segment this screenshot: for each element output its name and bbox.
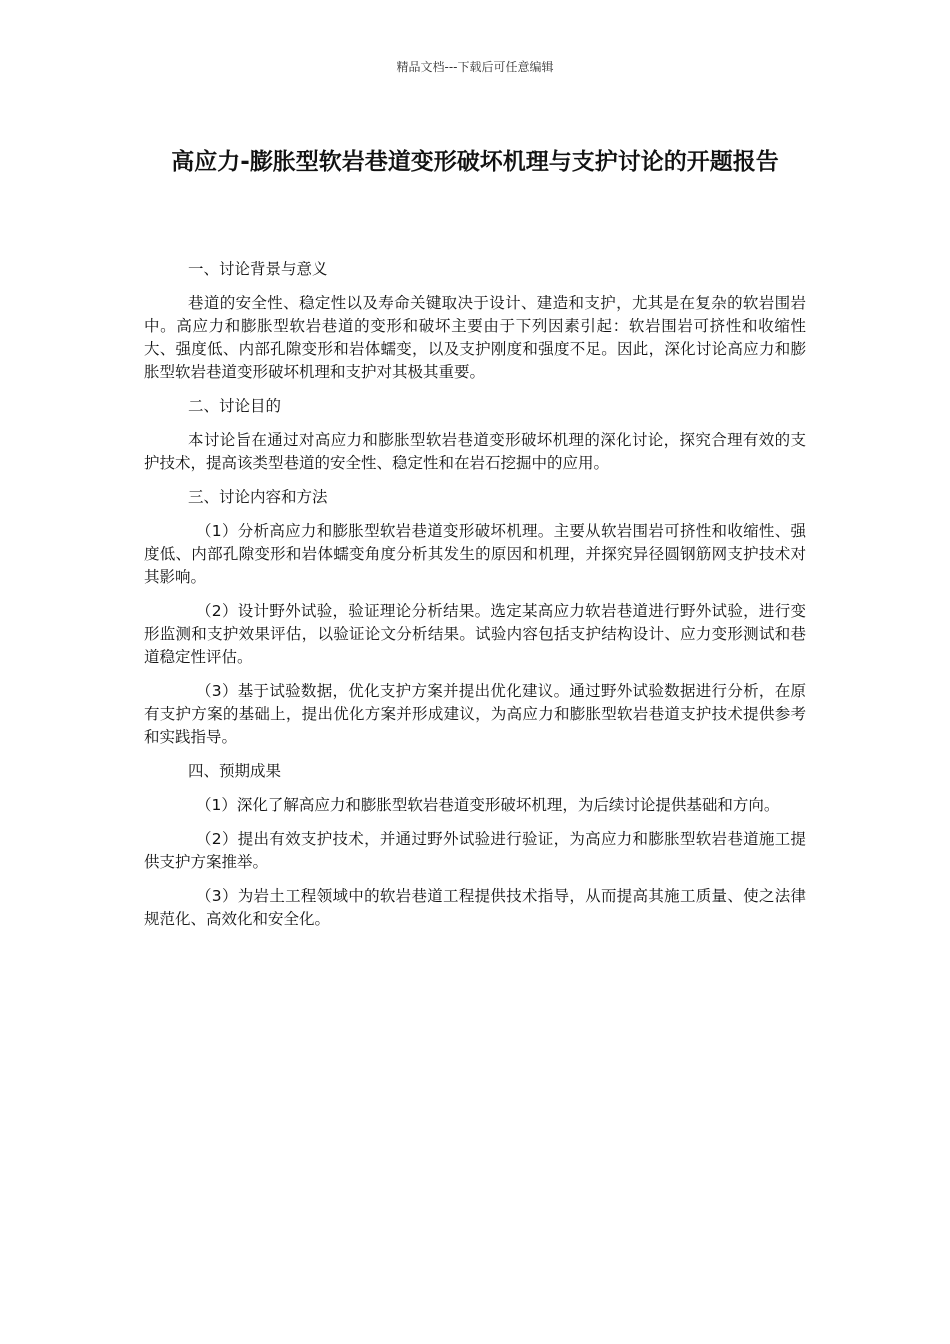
section-heading-purpose: 二、讨论目的: [188, 397, 282, 415]
section-heading-results: 四、预期成果: [188, 762, 282, 780]
result-item-3: （3）为岩土工程领域中的软岩巷道工程提供技术指导，从而提高其施工质量、使之法律规范化、高效化和安全化。: [144, 887, 806, 928]
document-body: [144, 258, 806, 942]
content-item-1: （1）分析高应力和膨胀型软岩巷道变形破坏机理。主要从软岩围岩可挤性和收缩性、强度低、内部孔隙变形和岩体蠕变角度分析其发生的原因和机理，并探究异径圆钢筋网支护技术对其影响。: [144, 522, 806, 586]
content-item-3: （3）基于试验数据，优化支护方案并提出优化建议。通过野外试验数据进行分析，在原有支护方案的基础上，提出优化方案并形成建议，为高应力和膨胀型软岩巷道支护技术提供参考和实践指导。: [144, 682, 806, 746]
section-paragraph-background: 巷道的安全性、稳定性以及寿命关键取决于设计、建造和支护，尤其是在复杂的软岩围岩中。高应力和膨胀型软岩巷道的变形和破坏主要由于下列因素引起：软岩围岩可挤性和收缩性大、强度低、内部孔隙变形和岩体蠕变，以及支护刚度和强度不足。因此，深化讨论高应力和膨胀型软岩巷道变形破坏机理和支护对其极其重要。: [144, 294, 806, 381]
result-item-2: （2）提出有效支护技术，并通过野外试验进行验证，为高应力和膨胀型软岩巷道施工提供支护方案推举。: [144, 830, 806, 871]
result-item-1: （1）深化了解高应力和膨胀型软岩巷道变形破坏机理，为后续讨论提供基础和方向。: [196, 796, 780, 814]
section-heading-background: 一、讨论背景与意义: [188, 260, 328, 278]
section-heading-content: 三、讨论内容和方法: [188, 488, 328, 506]
document-title: 高应力-膨胀型软岩巷道变形破坏机理与支护讨论的开题报告: [171, 149, 779, 175]
page-header-watermark: 精品文档---下载后可任意编辑: [396, 60, 554, 74]
section-paragraph-purpose: 本讨论旨在通过对高应力和膨胀型软岩巷道变形破坏机理的深化讨论，探究合理有效的支护技术，提高该类型巷道的安全性、稳定性和在岩石挖掘中的应用。: [144, 431, 806, 472]
content-item-2: （2）设计野外试验，验证理论分析结果。选定某高应力软岩巷道进行野外试验，进行变形监测和支护效果评估，以验证论文分析结果。试验内容包括支护结构设计、应力变形测试和巷道稳定性评估。: [144, 602, 806, 666]
